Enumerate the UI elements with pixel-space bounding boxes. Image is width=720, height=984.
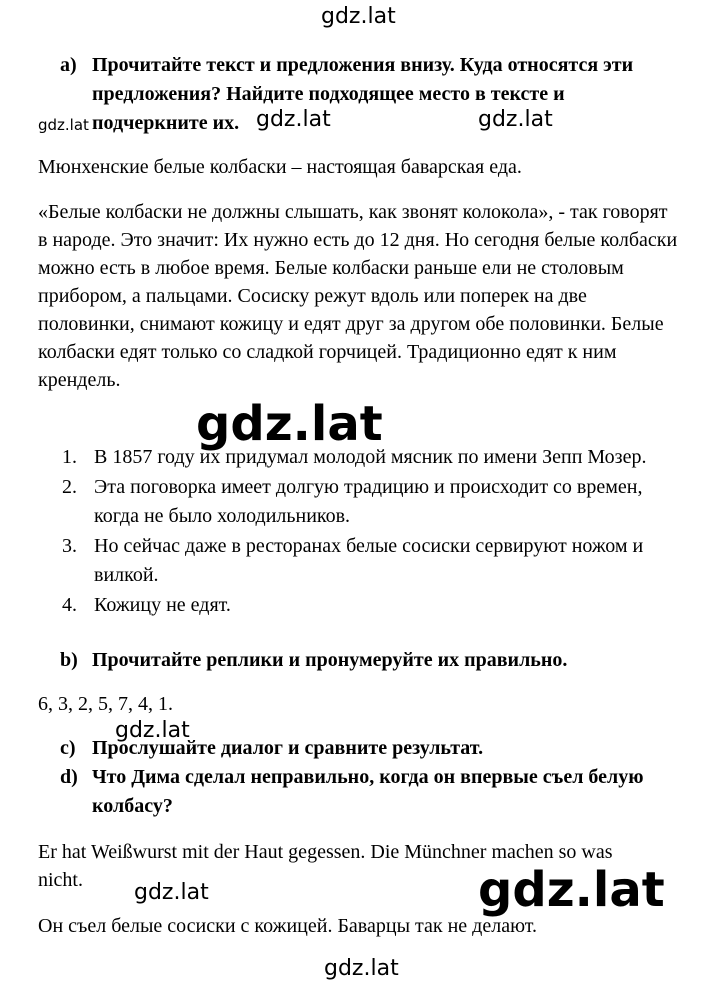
- list-item-number: 2.: [62, 476, 77, 498]
- watermark-footer: gdz.lat: [324, 956, 399, 981]
- body-text: «Белые колбаски не должны слышать, как звонят колокола», - так говорят в народе. Это значит: Их нужно есть до 12 дня. Но сегодня белые колбаски можно есть в любое время. Белые колбаски раньше ели не столовым прибором, а пальцами. Сосиску режут вдоль или поперек на две половинки, снимают кожицу и едят друг за другом обе половинки. Белые колбаски едят только со сладкой горчицей. Традиционно едят к ним крендель.: [38, 201, 678, 391]
- list-item-text: В 1857 году их придумал молодой мясник по имени Зепп Мозер.: [94, 446, 647, 468]
- list-item-number: 3.: [62, 535, 77, 557]
- exercise-c-label: c): [60, 737, 76, 759]
- exercise-b: [60, 646, 680, 675]
- watermark-left-small: gdz.lat: [38, 116, 89, 134]
- exercise-a-text: Прочитайте текст и предложения внизу. Куда относятся эти предложения? Найдите подходящее место в тексте и подчеркните их.: [92, 54, 634, 134]
- list-item-number: 1.: [62, 446, 77, 468]
- exercise-d-label: d): [60, 766, 78, 788]
- list-item: [62, 473, 662, 531]
- watermark-big-middle: gdz.lat: [196, 396, 383, 452]
- exercise-d: [60, 763, 680, 821]
- list-item-text: Но сейчас даже в ресторанах белые сосиски сервируют ножом и вилкой.: [94, 535, 644, 586]
- exercise-d-text: Что Дима сделал неправильно, когда он впервые съел белую колбасу?: [92, 766, 644, 817]
- exercise-a-label: a): [60, 54, 77, 76]
- watermark-after-answer: gdz.lat: [115, 718, 190, 743]
- exercise-c: [60, 734, 680, 763]
- sentences-list: [62, 443, 662, 621]
- exercise-a: [60, 51, 680, 138]
- exercise-b-label: b): [60, 649, 78, 671]
- list-item: [62, 591, 662, 620]
- list-item-number: 4.: [62, 594, 77, 616]
- answer-d-russian: Он съел белые сосиски с кожицей. Баварцы так не делают.: [38, 915, 537, 937]
- watermark-bottom-left: gdz.lat: [134, 880, 209, 905]
- list-item-text: Кожицу не едят.: [94, 594, 231, 616]
- list-item: [62, 443, 662, 472]
- exercise-c-text: Прослушайте диалог и сравните результат.: [92, 737, 484, 759]
- watermark-inline-1: gdz.lat: [256, 107, 331, 132]
- watermark-top: gdz.lat: [321, 4, 396, 29]
- answer-b: 6, 3, 2, 5, 7, 4, 1.: [38, 693, 173, 715]
- text-title-line: Мюнхенские белые колбаски – настоящая баварская еда.: [38, 156, 522, 178]
- answer-d-german: Er hat Weißwurst mit der Haut gegessen. Die Münchner machen so was nicht.: [38, 841, 613, 891]
- list-item: [62, 532, 662, 590]
- watermark-big-bottom-right: gdz.lat: [478, 862, 665, 918]
- list-item-text: Эта поговорка имеет долгую традицию и происходит со времен, когда не было холодильников.: [94, 476, 643, 527]
- watermark-inline-2: gdz.lat: [478, 107, 553, 132]
- exercise-b-text: Прочитайте реплики и пронумеруйте их правильно.: [92, 649, 568, 671]
